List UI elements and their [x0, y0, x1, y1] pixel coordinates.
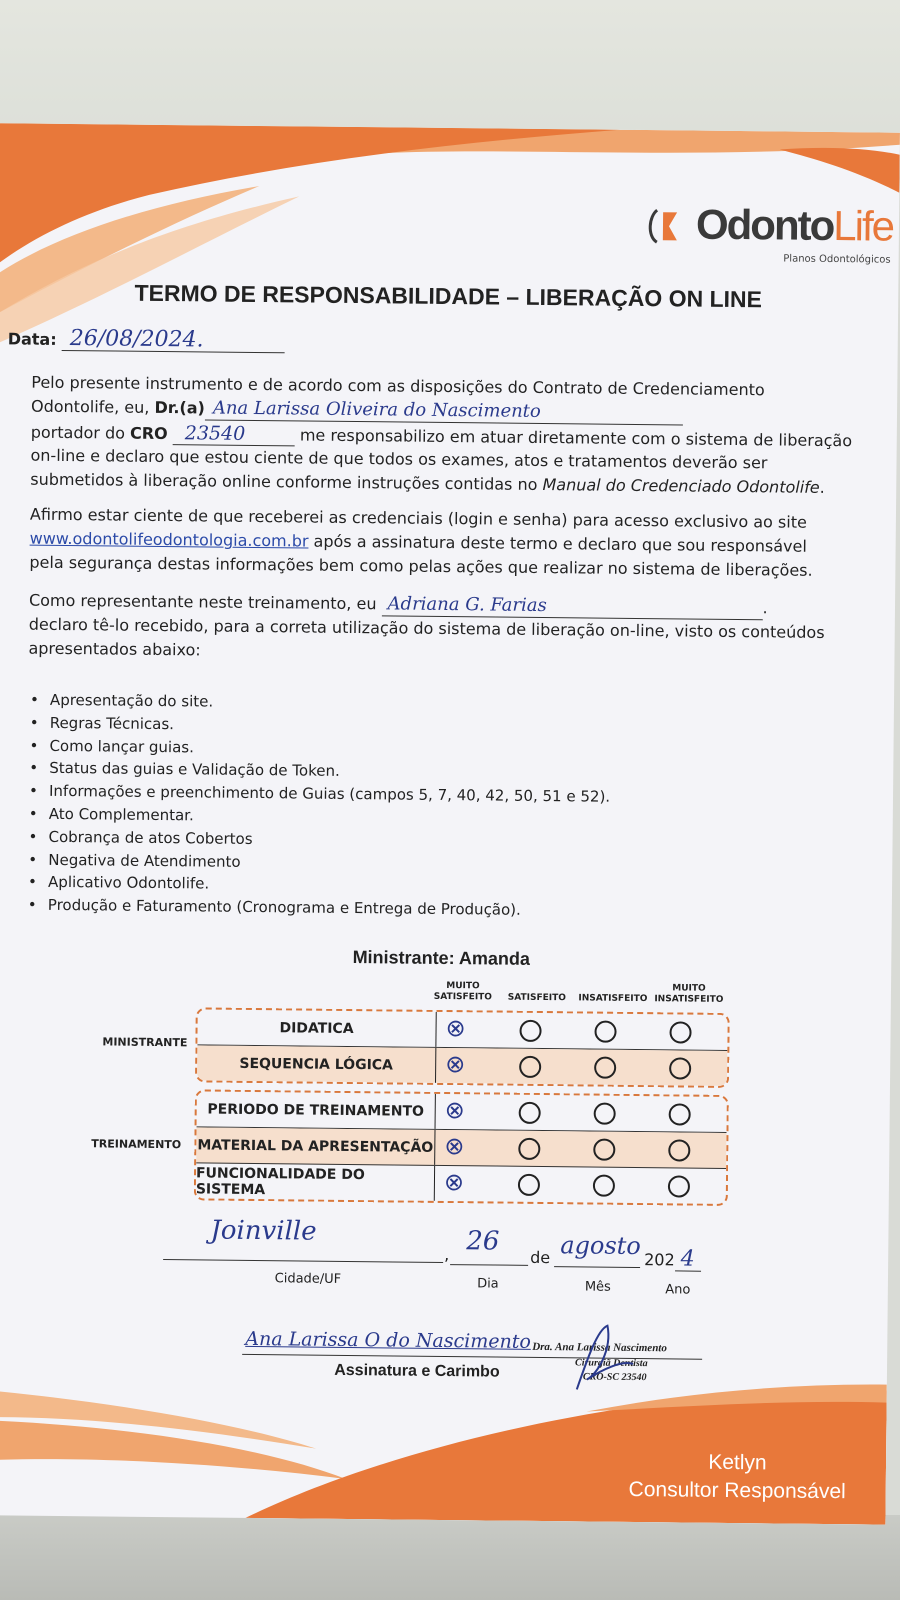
radio-satisfied[interactable]: [519, 1056, 541, 1078]
rating-row: [197, 1091, 727, 1133]
cro-value: 23540: [173, 422, 295, 446]
month-underline: [554, 1266, 640, 1268]
group-label-treinamento: TREINAMENTO: [91, 1137, 182, 1152]
radio-unsatisfied[interactable]: [593, 1175, 615, 1197]
stamp-name: Dra. Ana Larissa Nascimento: [532, 1340, 667, 1355]
date-value: 26/08/2024.: [62, 328, 285, 353]
criterion-label: SEQUENCIA LÓGICA: [197, 1045, 436, 1083]
radio-satisfied[interactable]: [519, 1020, 541, 1042]
column-header-unsatisfied: INSATISFEITO: [578, 993, 648, 1005]
radio-very-unsatisfied[interactable]: [669, 1021, 691, 1043]
topic-item: • Apresentação do site.: [24, 689, 611, 718]
day-underline: [450, 1264, 528, 1266]
representative-name: Adriana G. Farias: [381, 593, 762, 620]
manual-title: Manual do Credenciado Odontolife: [542, 474, 820, 497]
selected-mark-icon[interactable]: ⊗: [444, 1131, 465, 1161]
criterion-label: PERIODO DE TREINAMENTO: [197, 1091, 436, 1129]
selected-mark-icon[interactable]: ⊗: [445, 1050, 466, 1079]
consultant-block: [628, 1448, 846, 1506]
city-underline: [163, 1259, 443, 1263]
radio-very-unsatisfied[interactable]: [669, 1057, 691, 1079]
credentials-line-1: Afirmo estar ciente de que receberei as credenciais (login e senha) para acesso exclusivo ao site: [29, 504, 807, 532]
site-link[interactable]: www.odontolifeodontologia.com.br: [29, 528, 309, 551]
year-digit: 4: [675, 1248, 701, 1271]
signature-handwritten: Ana Larissa O do Nascimento: [245, 1327, 531, 1353]
stamp-title: Cirurgiã Dentista: [575, 1357, 648, 1370]
intro-line-1: Pelo presente instrumento e de acordo com as disposições do Contrato de Credenciamento: [31, 372, 765, 400]
rating-row: [196, 1127, 726, 1169]
training-line-1: Como representante neste treinamento, eu Adriana G. Farias .: [29, 590, 768, 621]
rating-group-ministrante: [195, 1007, 730, 1088]
radio-very-unsatisfied[interactable]: [669, 1103, 691, 1125]
document-title: TERMO DE RESPONSABILIDADE – LIBERAÇÃO ON LINE: [134, 279, 763, 313]
radio-satisfied[interactable]: [518, 1138, 540, 1160]
radio-very-unsatisfied[interactable]: [668, 1175, 690, 1197]
logo-mark-icon: [643, 206, 683, 246]
column-header-very-satisfied: MUITO SATISFEITO: [433, 981, 493, 1003]
logo-tagline: Planos Odontológicos: [783, 253, 891, 266]
intro-line-5: submetidos à liberação online conforme instruções contidas no Manual do Credenciado Odontolife.: [30, 469, 825, 497]
topics-list: [22, 689, 611, 923]
de-connector: de: [530, 1247, 551, 1268]
day-value: 26: [466, 1226, 500, 1257]
city-value: Joinville: [210, 1215, 317, 1247]
intro-line-4: on-line e declaro que estou ciente de que todos os exames, atos e tratamentos deverão ser: [30, 445, 768, 473]
background-surface-bottom: [0, 1515, 900, 1600]
evaluation-title: Ministrante: Amanda: [352, 947, 531, 969]
intro-line-2: Odontolife, eu, Dr.(a) Ana Larissa Oliveira do Nascimento: [31, 396, 683, 426]
city-label: Cidade/UF: [274, 1271, 342, 1287]
topic-item: • Status das guias e Validação de Token.: [23, 757, 610, 786]
date-line: [8, 327, 285, 353]
criterion-label: DIDATICA: [197, 1009, 436, 1047]
credentials-line-2: www.odontolifeodontologia.com.br após a assinatura deste termo e declaro que sou responsável: [29, 528, 807, 556]
topic-item: • Informações e preenchimento de Guias (campos 5, 7, 40, 42, 50, 51 e 52).: [23, 780, 610, 809]
training-line-3: apresentados abaixo:: [28, 638, 201, 660]
year-line: [644, 1248, 701, 1272]
rating-group-treinamento: [194, 1089, 729, 1206]
topic-item: • Aplicativo Odontolife.: [22, 871, 609, 900]
date-label: Data:: [7, 329, 57, 349]
radio-unsatisfied[interactable]: [594, 1103, 616, 1125]
document-sheet: [0, 123, 900, 1524]
radio-satisfied[interactable]: [519, 1102, 541, 1124]
topic-item: • Regras Técnicas.: [24, 711, 611, 740]
rating-row: [196, 1163, 726, 1204]
topic-item: • Cobrança de atos Cobertos: [22, 825, 609, 854]
rating-row: [197, 1009, 727, 1051]
column-header-satisfied: SATISFEITO: [507, 992, 567, 1004]
day-label: Dia: [477, 1276, 499, 1292]
selected-mark-icon[interactable]: ⊗: [445, 1014, 466, 1043]
month-value: agosto: [560, 1231, 641, 1261]
selected-mark-icon[interactable]: ⊗: [444, 1095, 465, 1125]
signature-label: Assinatura e Carimbo: [334, 1361, 500, 1381]
intro-line-3: portador do CRO 23540 me responsabilizo em atuar diretamente com o sistema de liberação: [30, 422, 853, 451]
group-label-ministrante: MINISTRANTE: [102, 1035, 188, 1050]
selected-mark-icon[interactable]: ⊗: [443, 1167, 465, 1197]
month-label: Mês: [584, 1279, 611, 1295]
radio-satisfied[interactable]: [518, 1174, 540, 1196]
credentials-line-3: pela segurança destas informações bem como pelas ações que realizar no sistema de liberações.: [29, 552, 813, 580]
rating-row: [197, 1045, 727, 1086]
criterion-label: MATERIAL DA APRESENTAÇÃO: [196, 1127, 435, 1165]
radio-unsatisfied[interactable]: [594, 1057, 616, 1079]
doctor-name: Ana Larissa Oliveira do Nascimento: [205, 397, 683, 425]
topic-item: • Ato Complementar.: [23, 803, 610, 832]
odontolife-logo: [642, 200, 893, 283]
radio-unsatisfied[interactable]: [594, 1021, 616, 1043]
radio-very-unsatisfied[interactable]: [668, 1139, 690, 1161]
consultant-name: Ketlyn: [708, 1450, 767, 1475]
consultant-role: Consultor Responsável: [628, 1477, 846, 1504]
radio-unsatisfied[interactable]: [593, 1139, 615, 1161]
year-prefix: 202: [644, 1250, 675, 1270]
logo-wordmark: OdontoLife: [695, 200, 894, 250]
cro-label: CRO: [129, 423, 168, 444]
column-header-very-unsatisfied: MUITO INSATISFEITO: [654, 983, 724, 1005]
topic-item: • Produção e Faturamento (Cronograma e Entrega de Produção).: [22, 894, 609, 923]
topic-item: • Negativa de Atendimento: [22, 848, 609, 877]
year-label: Ano: [665, 1282, 691, 1298]
doctor-label: Dr.(a): [154, 397, 205, 418]
stamp-cro: CRO-SC 23540: [582, 1371, 647, 1384]
city-separator: ,: [444, 1245, 450, 1265]
training-line-2: declaro tê-lo recebido, para a correta utilização do sistema de liberação on-line, visto os conteúdos: [28, 614, 825, 642]
topic-item: • Como lançar guias.: [23, 734, 610, 763]
criterion-label: FUNCIONALIDADE DO SISTEMA: [196, 1163, 435, 1201]
